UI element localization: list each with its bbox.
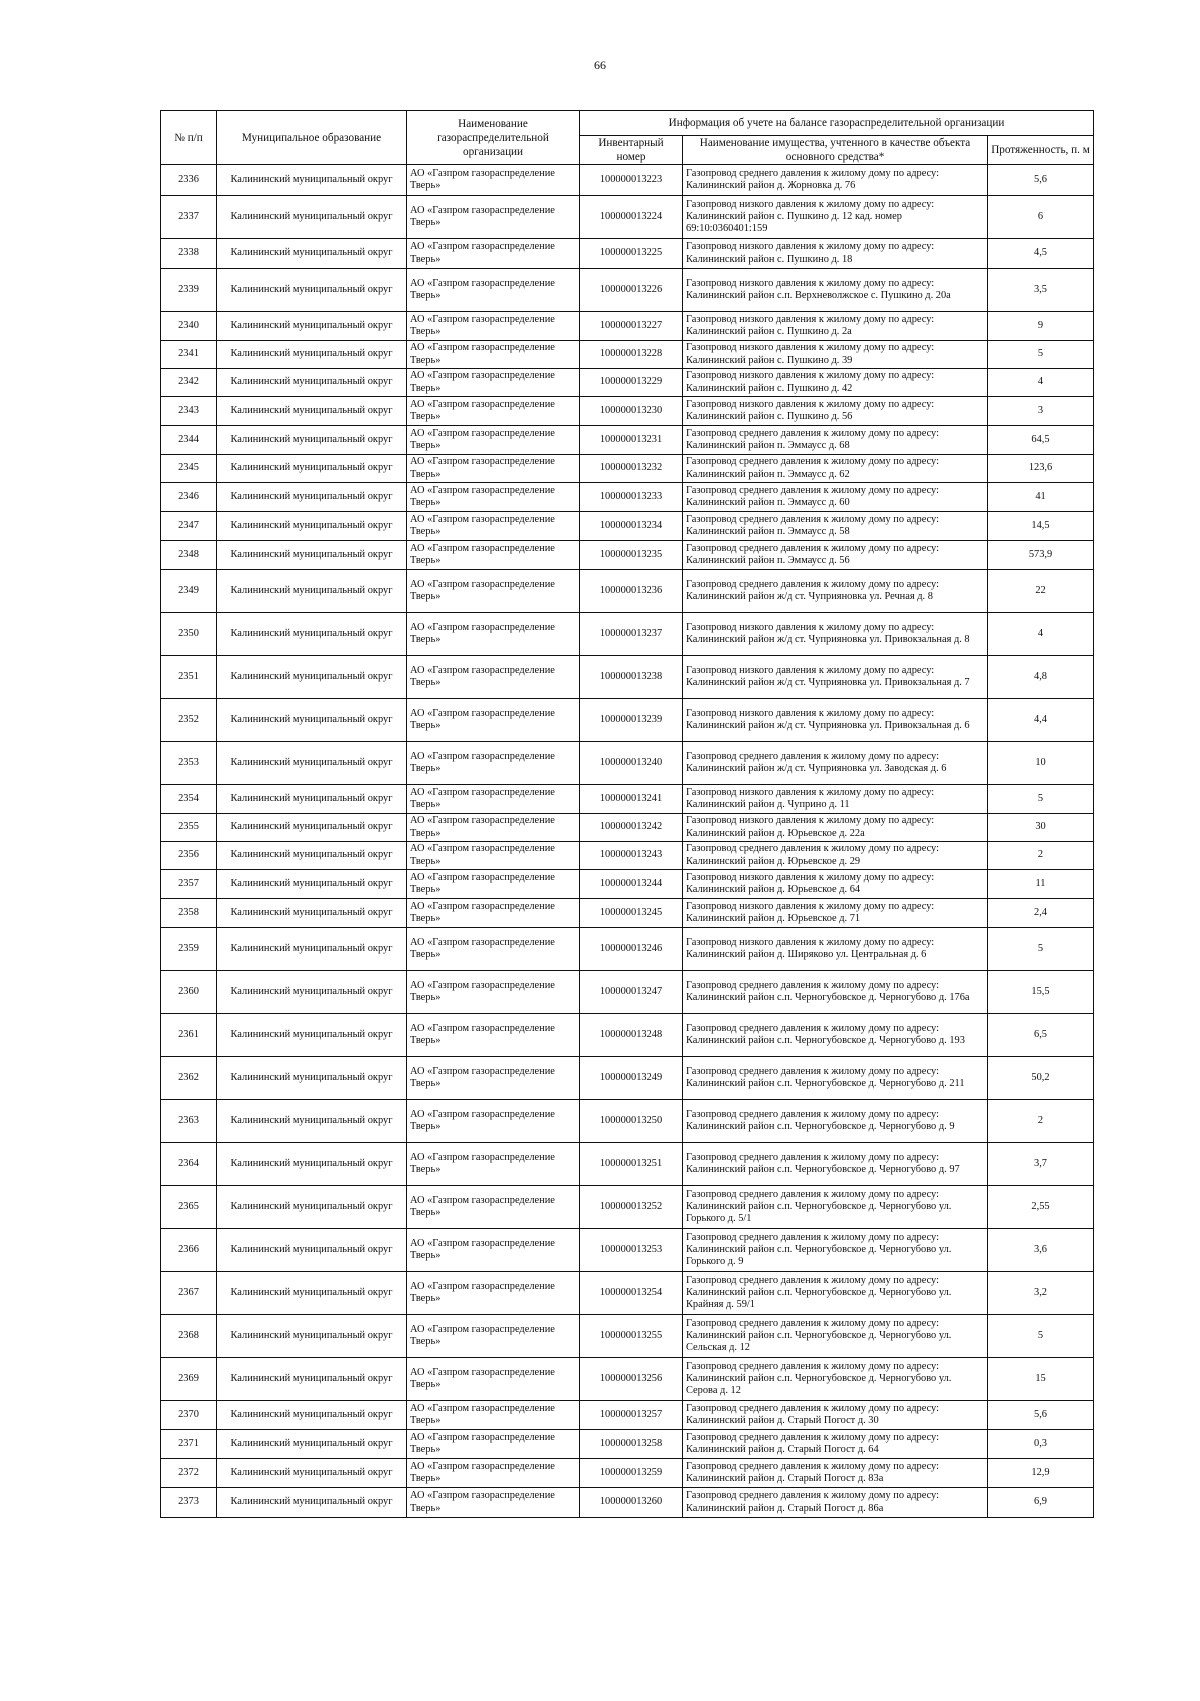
table-row: [161, 1430, 1094, 1459]
length-cell: 4: [988, 369, 1094, 397]
inventory-number-cell: 100000013244: [580, 870, 683, 899]
organization-cell: АО «Газпром газораспределение Тверь»: [407, 1014, 580, 1057]
inventory-number-cell: 100000013230: [580, 397, 683, 426]
table-row: [161, 269, 1094, 312]
property-name-cell: Газопровод среднего давления к жилому дому по адресу: Калининский район п. Эммаусс д. 56: [683, 541, 988, 570]
organization-cell: АО «Газпром газораспределение Тверь»: [407, 1315, 580, 1358]
organization-cell: АО «Газпром газораспределение Тверь»: [407, 928, 580, 971]
municipality-cell: Калининский муниципальный округ: [217, 165, 407, 196]
property-name-cell: Газопровод среднего давления к жилому дому по адресу: Калининский район д. Старый Погост д. 86а: [683, 1488, 988, 1518]
municipality-cell: Калининский муниципальный округ: [217, 842, 407, 870]
municipality-cell: Калининский муниципальный округ: [217, 1143, 407, 1186]
organization-cell: АО «Газпром газораспределение Тверь»: [407, 742, 580, 785]
inventory-number-cell: 100000013225: [580, 239, 683, 269]
municipality-cell: Калининский муниципальный округ: [217, 1272, 407, 1315]
property-name-cell: Газопровод низкого давления к жилому дому по адресу: Калининский район д. Ширяково ул. Центральная д. 6: [683, 928, 988, 971]
length-cell: 5,6: [988, 1401, 1094, 1430]
length-cell: 5: [988, 1315, 1094, 1358]
organization-cell: АО «Газпром газораспределение Тверь»: [407, 483, 580, 512]
row-num: 2372: [161, 1459, 217, 1488]
organization-cell: АО «Газпром газораспределение Тверь»: [407, 1459, 580, 1488]
row-num: 2357: [161, 870, 217, 899]
municipality-cell: Калининский муниципальный округ: [217, 899, 407, 928]
row-num: 2370: [161, 1401, 217, 1430]
row-num: 2346: [161, 483, 217, 512]
municipality-cell: Калининский муниципальный округ: [217, 541, 407, 570]
table-row: [161, 971, 1094, 1014]
row-num: 2354: [161, 785, 217, 814]
municipality-cell: Калининский муниципальный округ: [217, 613, 407, 656]
municipality-cell: Калининский муниципальный округ: [217, 1358, 407, 1401]
table-row: [161, 1272, 1094, 1315]
row-num: 2348: [161, 541, 217, 570]
length-cell: 22: [988, 570, 1094, 613]
municipality-cell: Калининский муниципальный округ: [217, 341, 407, 369]
organization-cell: АО «Газпром газораспределение Тверь»: [407, 613, 580, 656]
inventory-number-cell: 100000013245: [580, 899, 683, 928]
table-row: [161, 928, 1094, 971]
organization-cell: АО «Газпром газораспределение Тверь»: [407, 899, 580, 928]
municipality-cell: Калининский муниципальный округ: [217, 928, 407, 971]
inventory-number-cell: 100000013257: [580, 1401, 683, 1430]
table-row: [161, 785, 1094, 814]
row-num: 2361: [161, 1014, 217, 1057]
table-row: [161, 1100, 1094, 1143]
municipality-cell: Калининский муниципальный округ: [217, 1488, 407, 1518]
municipality-cell: Калининский муниципальный округ: [217, 1186, 407, 1229]
row-num: 2368: [161, 1315, 217, 1358]
property-name-cell: Газопровод среднего давления к жилому дому по адресу: Калининский район д. Старый Погост д. 83а: [683, 1459, 988, 1488]
table-row: [161, 483, 1094, 512]
property-name-cell: Газопровод среднего давления к жилому дому по адресу: Калининский район п. Эммаусс д. 60: [683, 483, 988, 512]
organization-cell: АО «Газпром газораспределение Тверь»: [407, 312, 580, 341]
inventory-number-cell: 100000013246: [580, 928, 683, 971]
length-cell: 10: [988, 742, 1094, 785]
table-row: [161, 512, 1094, 541]
length-cell: 14,5: [988, 512, 1094, 541]
property-name-cell: Газопровод низкого давления к жилому дому по адресу: Калининский район ж/д ст. Чуприяновка ул. Привокзальная д. 8: [683, 613, 988, 656]
table-row: [161, 1057, 1094, 1100]
property-name-cell: Газопровод среднего давления к жилому дому по адресу: Калининский район д. Старый Погост д. 64: [683, 1430, 988, 1459]
length-cell: 30: [988, 814, 1094, 842]
organization-cell: АО «Газпром газораспределение Тверь»: [407, 1100, 580, 1143]
municipality-cell: Калининский муниципальный округ: [217, 1430, 407, 1459]
organization-cell: АО «Газпром газораспределение Тверь»: [407, 1401, 580, 1430]
inventory-number-cell: 100000013223: [580, 165, 683, 196]
row-num: 2339: [161, 269, 217, 312]
row-num: 2356: [161, 842, 217, 870]
row-num: 2347: [161, 512, 217, 541]
inventory-number-cell: 100000013235: [580, 541, 683, 570]
length-cell: 5: [988, 341, 1094, 369]
property-name-cell: Газопровод среднего давления к жилому дому по адресу: Калининский район с.п. Черногубовское д. Черногубово д. 193: [683, 1014, 988, 1057]
row-num: 2336: [161, 165, 217, 196]
row-num: 2341: [161, 341, 217, 369]
header-length: Протяженность, п. м: [988, 136, 1094, 165]
inventory-number-cell: 100000013240: [580, 742, 683, 785]
table-row: [161, 1186, 1094, 1229]
inventory-number-cell: 100000013241: [580, 785, 683, 814]
header-inventory: Инвентарный номер: [580, 136, 683, 165]
row-num: 2359: [161, 928, 217, 971]
property-name-cell: Газопровод низкого давления к жилому дому по адресу: Калининский район д. Юрьевское д. 71: [683, 899, 988, 928]
property-name-cell: Газопровод низкого давления к жилому дому по адресу: Калининский район д. Чуприно д. 11: [683, 785, 988, 814]
inventory-number-cell: 100000013237: [580, 613, 683, 656]
organization-cell: АО «Газпром газораспределение Тверь»: [407, 269, 580, 312]
inventory-number-cell: 100000013232: [580, 455, 683, 483]
table-body: [161, 165, 1094, 1518]
length-cell: 0,3: [988, 1430, 1094, 1459]
length-cell: 6: [988, 196, 1094, 239]
row-num: 2369: [161, 1358, 217, 1401]
table-row: [161, 196, 1094, 239]
table-row: [161, 870, 1094, 899]
property-name-cell: Газопровод среднего давления к жилому дому по адресу: Калининский район с.п. Черногубовское д. Черногубово ул. Горького д. 9: [683, 1229, 988, 1272]
length-cell: 9: [988, 312, 1094, 341]
property-name-cell: Газопровод низкого давления к жилому дому по адресу: Калининский район ж/д ст. Чуприяновка ул. Привокзальная д. 6: [683, 699, 988, 742]
table-row: [161, 899, 1094, 928]
length-cell: 5,6: [988, 165, 1094, 196]
inventory-number-cell: 100000013236: [580, 570, 683, 613]
municipality-cell: Калининский муниципальный округ: [217, 239, 407, 269]
organization-cell: АО «Газпром газораспределение Тверь»: [407, 971, 580, 1014]
organization-cell: АО «Газпром газораспределение Тверь»: [407, 1488, 580, 1518]
row-num: 2373: [161, 1488, 217, 1518]
inventory-number-cell: 100000013233: [580, 483, 683, 512]
municipality-cell: Калининский муниципальный округ: [217, 1057, 407, 1100]
municipality-cell: Калининский муниципальный округ: [217, 1229, 407, 1272]
property-name-cell: Газопровод низкого давления к жилому дому по адресу: Калининский район с. Пушкино д. 18: [683, 239, 988, 269]
row-num: 2360: [161, 971, 217, 1014]
length-cell: 2: [988, 1100, 1094, 1143]
row-num: 2363: [161, 1100, 217, 1143]
inventory-number-cell: 100000013248: [580, 1014, 683, 1057]
property-name-cell: Газопровод среднего давления к жилому дому по адресу: Калининский район с.п. Черногубовское д. Черногубово д. 9: [683, 1100, 988, 1143]
table-row: [161, 165, 1094, 196]
length-cell: 2,55: [988, 1186, 1094, 1229]
length-cell: 3,6: [988, 1229, 1094, 1272]
header-municipality: Муниципальное образование: [217, 111, 407, 165]
row-num: 2351: [161, 656, 217, 699]
length-cell: 11: [988, 870, 1094, 899]
organization-cell: АО «Газпром газораспределение Тверь»: [407, 1229, 580, 1272]
organization-cell: АО «Газпром газораспределение Тверь»: [407, 699, 580, 742]
inventory-number-cell: 100000013249: [580, 1057, 683, 1100]
length-cell: 15,5: [988, 971, 1094, 1014]
row-num: 2343: [161, 397, 217, 426]
table-header: [161, 111, 1094, 165]
municipality-cell: Калининский муниципальный округ: [217, 512, 407, 541]
header-property: Наименование имущества, учтенного в качестве объекта основного средства*: [683, 136, 988, 165]
row-num: 2352: [161, 699, 217, 742]
length-cell: 15: [988, 1358, 1094, 1401]
property-name-cell: Газопровод среднего давления к жилому дому по адресу: Калининский район д. Юрьевское д. 29: [683, 842, 988, 870]
length-cell: 41: [988, 483, 1094, 512]
table-row: [161, 842, 1094, 870]
table-row: [161, 1401, 1094, 1430]
organization-cell: АО «Газпром газораспределение Тверь»: [407, 1143, 580, 1186]
inventory-number-cell: 100000013256: [580, 1358, 683, 1401]
municipality-cell: Калининский муниципальный округ: [217, 369, 407, 397]
row-num: 2353: [161, 742, 217, 785]
inventory-number-cell: 100000013226: [580, 269, 683, 312]
organization-cell: АО «Газпром газораспределение Тверь»: [407, 1430, 580, 1459]
row-num: 2350: [161, 613, 217, 656]
length-cell: 6,9: [988, 1488, 1094, 1518]
municipality-cell: Калининский муниципальный округ: [217, 269, 407, 312]
property-name-cell: Газопровод среднего давления к жилому дому по адресу: Калининский район п. Эммаусс д. 62: [683, 455, 988, 483]
page-number: 66: [594, 58, 606, 72]
length-cell: 4,8: [988, 656, 1094, 699]
table-row: [161, 570, 1094, 613]
inventory-number-cell: 100000013254: [580, 1272, 683, 1315]
length-cell: 3: [988, 397, 1094, 426]
organization-cell: АО «Газпром газораспределение Тверь»: [407, 842, 580, 870]
municipality-cell: Калининский муниципальный округ: [217, 1100, 407, 1143]
organization-cell: АО «Газпром газораспределение Тверь»: [407, 196, 580, 239]
length-cell: 5: [988, 928, 1094, 971]
table-row: [161, 613, 1094, 656]
property-name-cell: Газопровод среднего давления к жилому дому по адресу: Калининский район д. Старый Погост д. 30: [683, 1401, 988, 1430]
length-cell: 4,4: [988, 699, 1094, 742]
inventory-number-cell: 100000013258: [580, 1430, 683, 1459]
organization-cell: АО «Газпром газораспределение Тверь»: [407, 239, 580, 269]
inventory-number-cell: 100000013253: [580, 1229, 683, 1272]
property-name-cell: Газопровод низкого давления к жилому дому по адресу: Калининский район с.п. Верхневолжское с. Пушкино д. 20а: [683, 269, 988, 312]
row-num: 2340: [161, 312, 217, 341]
municipality-cell: Калининский муниципальный округ: [217, 1014, 407, 1057]
table-row: [161, 1014, 1094, 1057]
length-cell: 123,6: [988, 455, 1094, 483]
inventory-number-cell: 100000013234: [580, 512, 683, 541]
table-row: [161, 397, 1094, 426]
inventory-number-cell: 100000013242: [580, 814, 683, 842]
municipality-cell: Калининский муниципальный округ: [217, 312, 407, 341]
municipality-cell: Калининский муниципальный округ: [217, 196, 407, 239]
inventory-number-cell: 100000013255: [580, 1315, 683, 1358]
organization-cell: АО «Газпром газораспределение Тверь»: [407, 1358, 580, 1401]
header-balance-info: Информация об учете на балансе газораспределительной организации: [580, 111, 1094, 136]
municipality-cell: Калининский муниципальный округ: [217, 1315, 407, 1358]
table-row: [161, 239, 1094, 269]
organization-cell: АО «Газпром газораспределение Тверь»: [407, 455, 580, 483]
organization-cell: АО «Газпром газораспределение Тверь»: [407, 426, 580, 455]
municipality-cell: Калининский муниципальный округ: [217, 455, 407, 483]
property-name-cell: Газопровод низкого давления к жилому дому по адресу: Калининский район с. Пушкино д. 39: [683, 341, 988, 369]
length-cell: 64,5: [988, 426, 1094, 455]
organization-cell: АО «Газпром газораспределение Тверь»: [407, 1057, 580, 1100]
length-cell: 50,2: [988, 1057, 1094, 1100]
table-row: [161, 312, 1094, 341]
municipality-cell: Калининский муниципальный округ: [217, 742, 407, 785]
property-name-cell: Газопровод среднего давления к жилому дому по адресу: Калининский район с.п. Черногубовское д. Черногубово ул. Крайняя д. 59/1: [683, 1272, 988, 1315]
property-name-cell: Газопровод среднего давления к жилому дому по адресу: Калининский район д. Жорновка д. 76: [683, 165, 988, 196]
length-cell: 3,7: [988, 1143, 1094, 1186]
property-name-cell: Газопровод среднего давления к жилому дому по адресу: Калининский район п. Эммаусс д. 58: [683, 512, 988, 541]
property-name-cell: Газопровод низкого давления к жилому дому по адресу: Калининский район с. Пушкино д. 12 кад. номер 69:10:0360401:159: [683, 196, 988, 239]
table-row: [161, 1358, 1094, 1401]
organization-cell: АО «Газпром газораспределение Тверь»: [407, 397, 580, 426]
table-row: [161, 369, 1094, 397]
table-row: [161, 426, 1094, 455]
organization-cell: АО «Газпром газораспределение Тверь»: [407, 870, 580, 899]
municipality-cell: Калининский муниципальный округ: [217, 397, 407, 426]
row-num: 2338: [161, 239, 217, 269]
length-cell: 5: [988, 785, 1094, 814]
inventory-number-cell: 100000013260: [580, 1488, 683, 1518]
row-num: 2367: [161, 1272, 217, 1315]
organization-cell: АО «Газпром газораспределение Тверь»: [407, 369, 580, 397]
row-num: 2355: [161, 814, 217, 842]
length-cell: 2: [988, 842, 1094, 870]
row-num: 2366: [161, 1229, 217, 1272]
registry-table: [160, 110, 1094, 1518]
property-name-cell: Газопровод среднего давления к жилому дому по адресу: Калининский район п. Эммаусс д. 68: [683, 426, 988, 455]
table-row: [161, 1143, 1094, 1186]
table-row: [161, 541, 1094, 570]
inventory-number-cell: 100000013238: [580, 656, 683, 699]
table-row: [161, 1315, 1094, 1358]
table-row: [161, 341, 1094, 369]
inventory-number-cell: 100000013252: [580, 1186, 683, 1229]
header-organization: Наименование газораспределительной организации: [407, 111, 580, 165]
row-num: 2345: [161, 455, 217, 483]
property-name-cell: Газопровод среднего давления к жилому дому по адресу: Калининский район с.п. Черногубовское д. Черногубово ул. Горького д. 5/1: [683, 1186, 988, 1229]
municipality-cell: Калининский муниципальный округ: [217, 656, 407, 699]
municipality-cell: Калининский муниципальный округ: [217, 426, 407, 455]
property-name-cell: Газопровод среднего давления к жилому дому по адресу: Калининский район с.п. Черногубовское д. Черногубово ул. Сельская д. 12: [683, 1315, 988, 1358]
row-num: 2371: [161, 1430, 217, 1459]
inventory-number-cell: 100000013247: [580, 971, 683, 1014]
property-name-cell: Газопровод среднего давления к жилому дому по адресу: Калининский район с.п. Черногубовское д. Черногубово ул. Серова д. 12: [683, 1358, 988, 1401]
municipality-cell: Калининский муниципальный округ: [217, 483, 407, 512]
municipality-cell: Калининский муниципальный округ: [217, 814, 407, 842]
inventory-number-cell: 100000013243: [580, 842, 683, 870]
municipality-cell: Калининский муниципальный округ: [217, 1459, 407, 1488]
property-name-cell: Газопровод низкого давления к жилому дому по адресу: Калининский район с. Пушкино д. 2а: [683, 312, 988, 341]
property-name-cell: Газопровод среднего давления к жилому дому по адресу: Калининский район с.п. Черногубовское д. Черногубово д. 211: [683, 1057, 988, 1100]
organization-cell: АО «Газпром газораспределение Тверь»: [407, 656, 580, 699]
length-cell: 6,5: [988, 1014, 1094, 1057]
table-row: [161, 1488, 1094, 1518]
row-num: 2344: [161, 426, 217, 455]
table-row: [161, 742, 1094, 785]
row-num: 2349: [161, 570, 217, 613]
length-cell: 3,2: [988, 1272, 1094, 1315]
length-cell: 12,9: [988, 1459, 1094, 1488]
inventory-number-cell: 100000013251: [580, 1143, 683, 1186]
inventory-number-cell: 100000013229: [580, 369, 683, 397]
organization-cell: АО «Газпром газораспределение Тверь»: [407, 341, 580, 369]
organization-cell: АО «Газпром газораспределение Тверь»: [407, 785, 580, 814]
table-row: [161, 699, 1094, 742]
table-row: [161, 814, 1094, 842]
row-num: 2337: [161, 196, 217, 239]
header-num: № п/п: [161, 111, 217, 165]
property-name-cell: Газопровод среднего давления к жилому дому по адресу: Калининский район ж/д ст. Чуприяновка ул. Заводская д. 6: [683, 742, 988, 785]
length-cell: 2,4: [988, 899, 1094, 928]
length-cell: 4: [988, 613, 1094, 656]
organization-cell: АО «Газпром газораспределение Тверь»: [407, 165, 580, 196]
length-cell: 573,9: [988, 541, 1094, 570]
organization-cell: АО «Газпром газораспределение Тверь»: [407, 814, 580, 842]
inventory-number-cell: 100000013259: [580, 1459, 683, 1488]
municipality-cell: Калининский муниципальный округ: [217, 870, 407, 899]
organization-cell: АО «Газпром газораспределение Тверь»: [407, 512, 580, 541]
property-name-cell: Газопровод низкого давления к жилому дому по адресу: Калининский район д. Юрьевское д. 22а: [683, 814, 988, 842]
length-cell: 3,5: [988, 269, 1094, 312]
organization-cell: АО «Газпром газораспределение Тверь»: [407, 541, 580, 570]
inventory-number-cell: 100000013227: [580, 312, 683, 341]
row-num: 2365: [161, 1186, 217, 1229]
municipality-cell: Калининский муниципальный округ: [217, 785, 407, 814]
property-name-cell: Газопровод среднего давления к жилому дому по адресу: Калининский район с.п. Черногубовское д. Черногубово д. 97: [683, 1143, 988, 1186]
inventory-number-cell: 100000013224: [580, 196, 683, 239]
inventory-number-cell: 100000013239: [580, 699, 683, 742]
property-name-cell: Газопровод среднего давления к жилому дому по адресу: Калининский район с.п. Черногубовское д. Черногубово д. 176а: [683, 971, 988, 1014]
row-num: 2358: [161, 899, 217, 928]
municipality-cell: Калининский муниципальный округ: [217, 971, 407, 1014]
municipality-cell: Калининский муниципальный округ: [217, 570, 407, 613]
property-name-cell: Газопровод низкого давления к жилому дому по адресу: Калининский район ж/д ст. Чуприяновка ул. Привокзальная д. 7: [683, 656, 988, 699]
inventory-number-cell: 100000013228: [580, 341, 683, 369]
municipality-cell: Калининский муниципальный округ: [217, 1401, 407, 1430]
organization-cell: АО «Газпром газораспределение Тверь»: [407, 1272, 580, 1315]
organization-cell: АО «Газпром газораспределение Тверь»: [407, 1186, 580, 1229]
row-num: 2364: [161, 1143, 217, 1186]
property-name-cell: Газопровод низкого давления к жилому дому по адресу: Калининский район д. Юрьевское д. 64: [683, 870, 988, 899]
inventory-number-cell: 100000013250: [580, 1100, 683, 1143]
municipality-cell: Калининский муниципальный округ: [217, 699, 407, 742]
property-name-cell: Газопровод среднего давления к жилому дому по адресу: Калининский район ж/д ст. Чуприяновка ул. Речная д. 8: [683, 570, 988, 613]
row-num: 2362: [161, 1057, 217, 1100]
table-row: [161, 1459, 1094, 1488]
property-name-cell: Газопровод низкого давления к жилому дому по адресу: Калининский район с. Пушкино д. 42: [683, 369, 988, 397]
table-row: [161, 656, 1094, 699]
property-name-cell: Газопровод низкого давления к жилому дому по адресу: Калининский район с. Пушкино д. 56: [683, 397, 988, 426]
length-cell: 4,5: [988, 239, 1094, 269]
table-row: [161, 1229, 1094, 1272]
organization-cell: АО «Газпром газораспределение Тверь»: [407, 570, 580, 613]
inventory-number-cell: 100000013231: [580, 426, 683, 455]
table-row: [161, 455, 1094, 483]
row-num: 2342: [161, 369, 217, 397]
